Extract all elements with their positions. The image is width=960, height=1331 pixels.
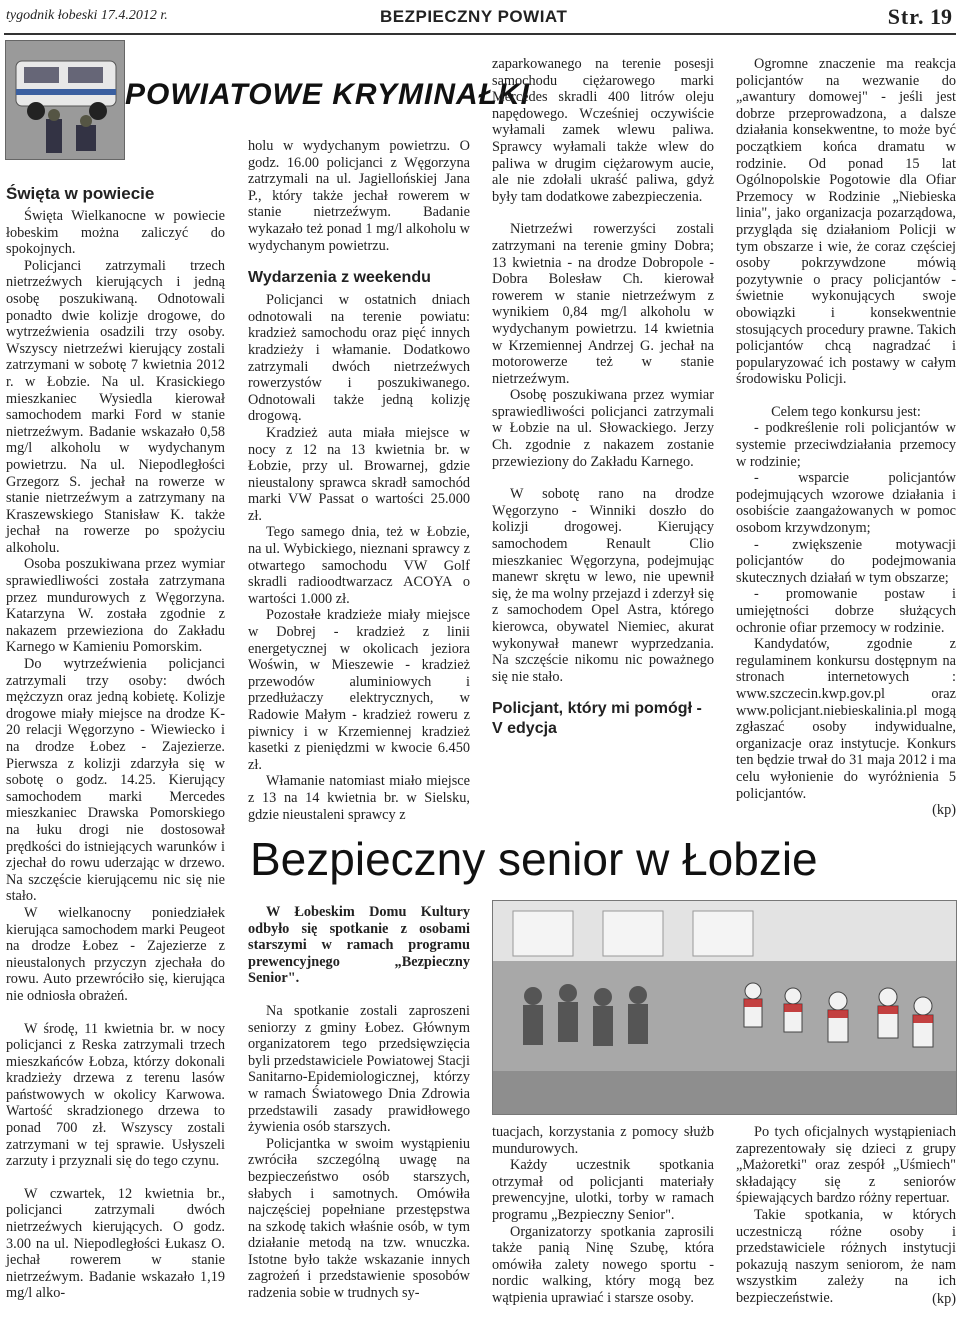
- paragraph: Po tych oficjalnych wystąpieniach zaprezentowały się dzieci z grupy „Mażoretki" oraz zespół „Uśmiech" składający się z seniorów śpiewających bardzo różny repertuar.: [736, 1124, 956, 1207]
- paragraph: Włamanie natomiast miało miejsce z 13 na 14 kwietnia br. w Sielsku, gdzie nieustaleni sprawcy z: [248, 773, 470, 823]
- dance-group-icon: [493, 901, 956, 1114]
- paragraph: Celem tego konkursu jest:: [771, 403, 921, 420]
- article-title: Bezpieczny senior w Łobzie: [250, 833, 818, 885]
- column-2: [248, 138, 470, 823]
- heading-weekend: Wydarzenia z weekendu: [248, 269, 431, 287]
- paragraph: - zwiększenie motywacji policjantów do podejmowania skutecznych działań w tym obszarze;: [736, 536, 956, 586]
- page-number-value: 19: [930, 4, 952, 29]
- paragraph: Takie spotkania, w których uczestniczą różne osoby i przedstawiciele różnych instytucji pokazują naszym seniorom, że nam wszystkim zależy na ich bezpieczeństwie.: [736, 1206, 956, 1306]
- paragraph: Nietrzeźwi rowerzyści zostali zatrzymani na terenie gminy Dobra; 13 kwietnia - na drodze Dobropole - Dobra Bolesław Ch. kierował rowerem w stanie nietrzeźwym z wynikiem 0,84 mg/l alkoholu w wydychanym powietrzu. 14 kwietnia w Krzemiennej Andrzej G. jechał na motorowerze też w stanie nietrzeźwym.: [492, 221, 714, 387]
- signature: (kp): [932, 1290, 956, 1307]
- column-3: [492, 56, 714, 743]
- paragraph: Święta Wielkanocne w powiecie łobeskim można zaliczyć do spokojnych.: [6, 208, 225, 258]
- header-rule: [4, 33, 956, 35]
- paragraph: W czwartek, 12 kwietnia br., policjanci zatrzymali dwóch nietrzeźwych kierujących. O godz. 3.00 na ul. Niepodległości Łukasz O. jechał rowerem w stanie nietrzeźwym. Badanie wskazało 1,19 mg/l alko-: [6, 1185, 225, 1302]
- lead-paragraph: W Łobeskim Domu Kultury odbyło się spotkanie z osobami starszymi w ramach programu prewencyjnego „Bezpieczny Senior".: [248, 904, 470, 987]
- section-banner: POWIATOWE KRYMINAŁKI: [125, 78, 530, 111]
- heading-swieta: Święta w powiecie: [6, 184, 155, 203]
- paragraph: Policjanci w ostatnich dniach odnotowali na terenie powiatu: kradzież samochodu oraz pięć innych kradzieży i włamanie. Dodatkowo zatrzymali dwóch nietrzeźwych rowerzystów i poszukiwanego. Odnotowali także jedną kolizję drogową.: [248, 292, 470, 425]
- signature: (kp): [932, 802, 956, 819]
- police-car-icon: [6, 41, 124, 159]
- page-prefix: Str.: [887, 4, 925, 29]
- senior-column-3: [492, 1124, 714, 1307]
- paragraph: Ogromne znaczenie ma reakcja policjantów na wezwanie do „awantury domowej" - jeśli jest dobrze przeprowadzona, a dalsze działania konsekwentne, to może być początkiem końca dramatu w rodzinie. Od ponad 15 lat Ogólnopolskie Pogotowie dla Ofiar Przemocy w Rodzinie „Niebieska linia", jako organizacja pozarządowa, przygląda się działaniom Policji w tym obszarze i wie, że coraz częściej osoby pokrzywdzone mówią pozytywnie o pracy policjantów - świetnie wykonujących swoje obowiązki i konsekwentnie stosujących procedury prawne. Takich policjantów chcą nagradzać i popularyzować ich postawy w całym środowisku Policji.: [736, 56, 956, 388]
- paragraph: W środę, 11 kwietnia br. w nocy policjanci z Reska zatrzymali trzech mieszkańców Łobza, którzy dokonali kradzieży drzewa z terenu lasów państwowych w okolicy Karwowa. Wartość skradzionego drzewa to ponad 700 zł. Wszyscy zostali zatrzymani w tej sprawie. Usłyszeli zarzuty i przyznali się do tego czynu.: [6, 1020, 225, 1170]
- paragraph: Policjantka w swoim wystąpieniu zwróciła szczególną uwagę na bezpieczeństwo osób starszych, słabych i samotnych. Omówiła najczęściej popełniane przestępstwa na szkodę takich właśnie osób, w tym działanie metodą na tzw. wnuczka. Istotne było także wskazanie innych zagrożeń i przedstawienie sposobów radzenia sobie w trudnych sy-: [248, 1135, 470, 1302]
- paragraph: holu w wydychanym powietrzu. O godz. 16.00 policjanci z Węgorzyna zatrzymali na ul. Jagiellońskiej Jana P., który także jechał rowerem w stanie nietrzeźwym. Badanie wykazało też ponad 1 mg/l alkoholu w wydychanym powietrzu.: [248, 138, 470, 254]
- paragraph: Osobę poszukiwana przez wymiar sprawiedliwości policjanci zatrzymali w Łobzie na ul. Słowackiego. Jerzy Ch. zgodnie z nakazem zostanie przewieziony do Zakładu Karnego.: [492, 387, 714, 470]
- issue-label: tygodnik łobeski 17.4.2012 r.: [6, 8, 168, 23]
- heading-policjant: Policjant, który mi pomógł - V edycja: [492, 700, 702, 738]
- paragraph: Do wytrzeźwienia policjanci zatrzymali trzy osoby: dwóch mężczyzn oraz jedną kobietę. Kolizje drogowe miały miejsce na drodze K-20 relacji Węgorzyno - Wiewiecko i na drodze Łobez - Zajezierze. Pierwsza z kolizji zdarzyła się w sobotę o godz. 14.25. Kierujący samochodem marki Mercedes mieszkaniec Drawska Pomorskiego na łuku drogi nie dostosował prędkości do istniejących warunków i zjechał do rowu uderzając w drzewo. Na szczęście kierującemu nic się nie stało.: [6, 656, 225, 905]
- paragraph: - wsparcie policjantów podejmujących wzorowe działania i osobiście zaangażowanych w pomoc osobom krzywdzonym;: [736, 470, 956, 537]
- paragraph: Kradzież auta miała miejsce w nocy z 12 na 13 kwietnia br. w Łobzie, przy ul. Browarnej, gdzie nieustalony sprawca skradł samochód marki VW Passat o wartości 25.000 zł.: [248, 424, 470, 524]
- senior-column-4: [736, 1124, 956, 1307]
- senior-lead-column: [248, 904, 470, 1302]
- column-4: [736, 56, 956, 819]
- paragraph: Na spotkanie zostali zaproszeni seniorzy z gminy Łobez. Głównym organizatorem tego przedsięwzięcia byli przedstawiciele Powiatowej Stacji Sanitarno-Epidemiologicznej, którzy w ramach Światowego Dnia Zdrowia przedstawili zasady prawidłowego żywienia osób starszych.: [248, 1002, 470, 1136]
- paragraph: - podkreślenie roli policjantów w systemie przeciwdziałania przemocy w rodzinie;: [736, 420, 956, 470]
- paragraph: - promowanie postaw i umiejętności dobrze służących ochronie ofiar przemocy w rodzinie.: [736, 586, 956, 636]
- column-1: [6, 176, 225, 1302]
- paragraph: zaparkowanego na terenie posesji samochodu ciężarowego marki Mercedes skradli 400 litrów oleju napędowego. Wcześniej oczywiście wyłamali zamek wlewu paliwa. Sprawcy wyłamali także wlew do paliwa w drugim ciężarowym aucie, ale nie zdołali ukraść paliwa, gdyż były tam dodatkowe zabezpieczenia.: [492, 56, 714, 205]
- paragraph: Każdy uczestnik spotkania otrzymał od policjanti materiały prewencyjne, ulotki, torby w ramach programu „Bezpieczny Senior".: [492, 1157, 714, 1223]
- page-number: [888, 4, 952, 30]
- paragraph: Osoba poszukiwana przez wymiar sprawiedliwości została zatrzymana przez mundurowych z Węgorzyna. Katarzyna W. została zgodnie z nakazem przewieziona do Zakładu Karnego w Kamieniu Pomorskim.: [6, 556, 225, 656]
- paragraph: Tego samego dnia, też w Łobzie, na ul. Wybickiego, nieznani sprawcy z otwartego samochodu VW Golf skradli radioodtwarzacz ACOYA o wartości 1.000 zł.: [248, 524, 470, 607]
- paragraph: Kandydatów, zgodnie z regulaminem konkursu dostępnym na stronach internetowych : www.szczecin.kwp.gov.pl oraz www.policjant.niebieskalinia.pl mogą zgłaszać osoby indywidualne, organizacje oraz instytucje. Konkurs ten będzie trwał do 31 maja 2012 i ma celu wyłonienie do wyróżnienia 5 policjantów.: [736, 636, 956, 802]
- paragraph: W sobotę rano na drodze Węgorzyno - Winniki doszło do kolizji drogowej. Kierujący samochodem Renault Clio mieszkaniec Węgorzyna, podejmując manewr skrętu w lewo, nie upewnił się, że ma wolny przejazd i zderzył się z samochodem Opel Astra, którego kierowca, obywatel Niemiec, akurat wykonywał manewr wyprzedzania. Na szczęście nikomu nic poważnego się nie stało.: [492, 486, 714, 685]
- paragraph: tuacjach, korzystania z pomocy służb mundurowych.: [492, 1124, 714, 1157]
- paragraph: Organizatorzy spotkania zaprosili także panią Ninę Szubę, która omówiła zalety nowego sportu - nordic walking, który mogą bez wątpienia uprawiać i starsze osoby.: [492, 1223, 714, 1306]
- police-photo: [5, 40, 125, 160]
- section-title: BEZPIECZNY POWIAT: [380, 7, 568, 26]
- paragraph: Pozostałe kradzieże miały miejsce w Dobrej - kradzież z linii energetycznej w okolicach jeziora Woświn, w Mieszewie - kradzież przewodów aluminiowych i przedłużaczy elektrycznych, w Radowie Małym - kradzież roweru z piwnicy i w Krzemiennej kradzież kasetki z pieniędzmi w kwocie 6.450 zł.: [248, 607, 470, 773]
- paragraph: Policjanci zatrzymali trzech nietrzeźwych kierujących i jedną osobę poszukiwaną. Odnotowali ponadto dwie kolizje drogowe, do wytrzeźwienia osadzili trzy osoby. Wszyscy nietrzeźwi kierujący zostali zatrzymani w sobotę 7 kwietnia 2012 r. w Łobzie. Na ul. Krasickiego mieszkaniec Wysiedla kierował samochodem marki Ford w stanie nietrzeźwym. Badanie wskazało 0,58 mg/l alkoholu w wydychanym powietrzu. Na ul. Niepodległości Grzegorz S. jechał na rowerze w stanie nietrzeźwym a zatrzymany na Kraszewskiego Stanisław K. także jechał na rowerze po spożyciu alkoholu.: [6, 257, 225, 556]
- event-photo: [492, 900, 957, 1115]
- paragraph: W wielkanocny poniedziałek kierująca samochodem marki Peugeot na drodze Łobez - Zajezierze z nieustalonych przyczyn zjechała do rowu. Auto przewróciło się, kierująca nie odniosła obrażeń.: [6, 904, 225, 1004]
